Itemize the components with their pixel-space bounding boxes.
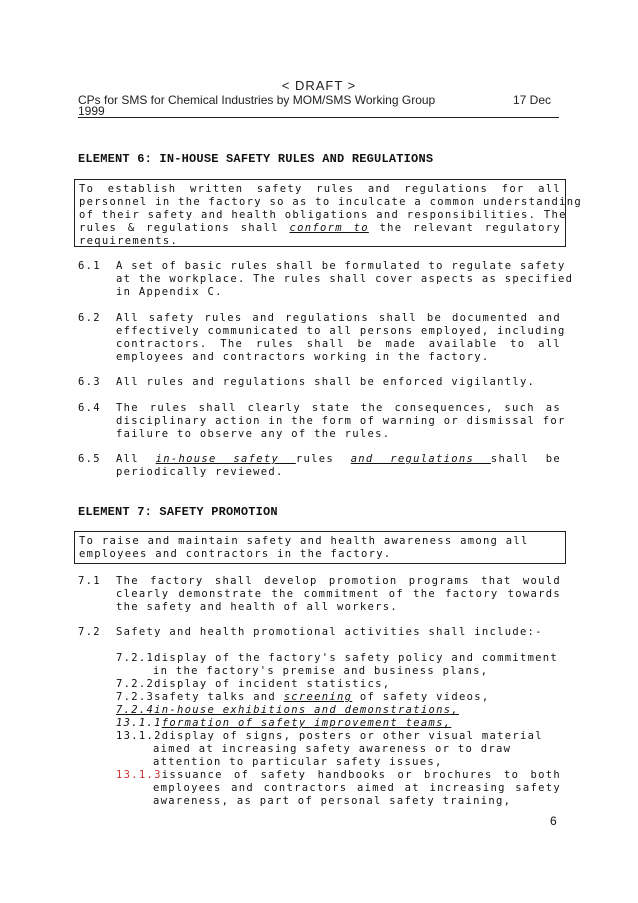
item-text: Safety and health promotional activities shall include:-: [116, 626, 543, 638]
item-number: 7.2: [78, 626, 101, 638]
subitem-13-1-3-cont: employees and contractors aimed at increasing safety awareness, as part of personal safety training,: [153, 782, 561, 807]
element6-heading: ELEMENT 6: IN-HOUSE SAFETY RULES AND REGULATIONS: [78, 152, 434, 166]
item-number: 6.2: [78, 312, 101, 324]
subitem-13-1-2-cont: attention to particular safety issues,: [153, 756, 443, 768]
item-text: The factory shall develop promotion programs that would clearly demonstrate the commitment of the factory towards the safety and health of all workers.: [116, 575, 561, 613]
objective-line: rules & regulations shall conform to the relevant regulatory: [79, 222, 562, 234]
item-number: 6.5: [78, 453, 101, 465]
element6-objective-box: [74, 179, 583, 247]
subitem-7-2-3: 7.2.3safety talks and screening of safety videos,: [116, 691, 490, 703]
page-number: 6: [550, 814, 557, 828]
subitem-13-1-2: 13.1.2display of signs, posters or other visual material: [116, 730, 543, 742]
header-divider: [78, 117, 559, 118]
item-text: All safety rules and regulations shall be documented and effectively communicated to all persons employed, including contractors. The rules shall be made available to all employees and contractors working in the factory.: [116, 312, 566, 363]
document-year: 1999: [78, 104, 105, 118]
subitem-7-2-4: 7.2.4in-house exhibitions and demonstrations,: [116, 704, 459, 716]
item-number: 7.1: [78, 575, 101, 587]
item-text: All in-house safety rules and regulations shall be periodically reviewed.: [116, 453, 561, 478]
element7-heading: ELEMENT 7: SAFETY PROMOTION: [78, 505, 278, 519]
item-text: The rules shall clearly state the consequences, such as disciplinary action in the form of warning or dismissal for failure to observe any of the rules.: [116, 402, 566, 440]
document-title: CPs for SMS for Chemical Industries by MOM/SMS Working Group: [78, 93, 436, 107]
item-text: A set of basic rules shall be formulated to regulate safety at the workplace. The rules shall cover aspects as specified in Appendix C.: [116, 260, 574, 298]
document-date: 17 Dec: [513, 93, 552, 107]
item-text: All rules and regulations shall be enforced vigilantly.: [116, 376, 536, 388]
subitem-13-1-3: 13.1.3issuance of safety handbooks or brochures to both: [116, 769, 561, 781]
objective-line: requirements.: [79, 235, 179, 247]
objective-line: To establish written safety rules and regulations for all: [79, 183, 561, 195]
objective-line: To raise and maintain safety and health awareness among all: [79, 535, 529, 547]
element7-objective-box: [74, 531, 566, 564]
item-number: 6.4: [78, 402, 101, 414]
objective-line: employees and contractors in the factory.: [79, 548, 392, 560]
subitem-13-1-1: 13.1.1formation of safety improvement teams,: [116, 717, 452, 729]
subitem-7-2-1: 7.2.1display of the factory's safety policy and commitment: [116, 652, 559, 664]
subitem-13-1-2-cont: aimed at increasing safety awareness or to draw: [153, 743, 512, 755]
draft-marker: < DRAFT >: [281, 78, 357, 93]
item-number: 6.1: [78, 260, 101, 272]
subitem-7-2-2: 7.2.2display of incident statistics,: [116, 678, 391, 690]
objective-line: of their safety and health obligations and responsibilities. The: [79, 209, 567, 221]
objective-line: personnel in the factory so as to inculcate a common understanding: [79, 196, 583, 208]
subitem-7-2-1-cont: in the factory's premise and business plans,: [153, 665, 489, 677]
item-number: 6.3: [78, 376, 101, 388]
